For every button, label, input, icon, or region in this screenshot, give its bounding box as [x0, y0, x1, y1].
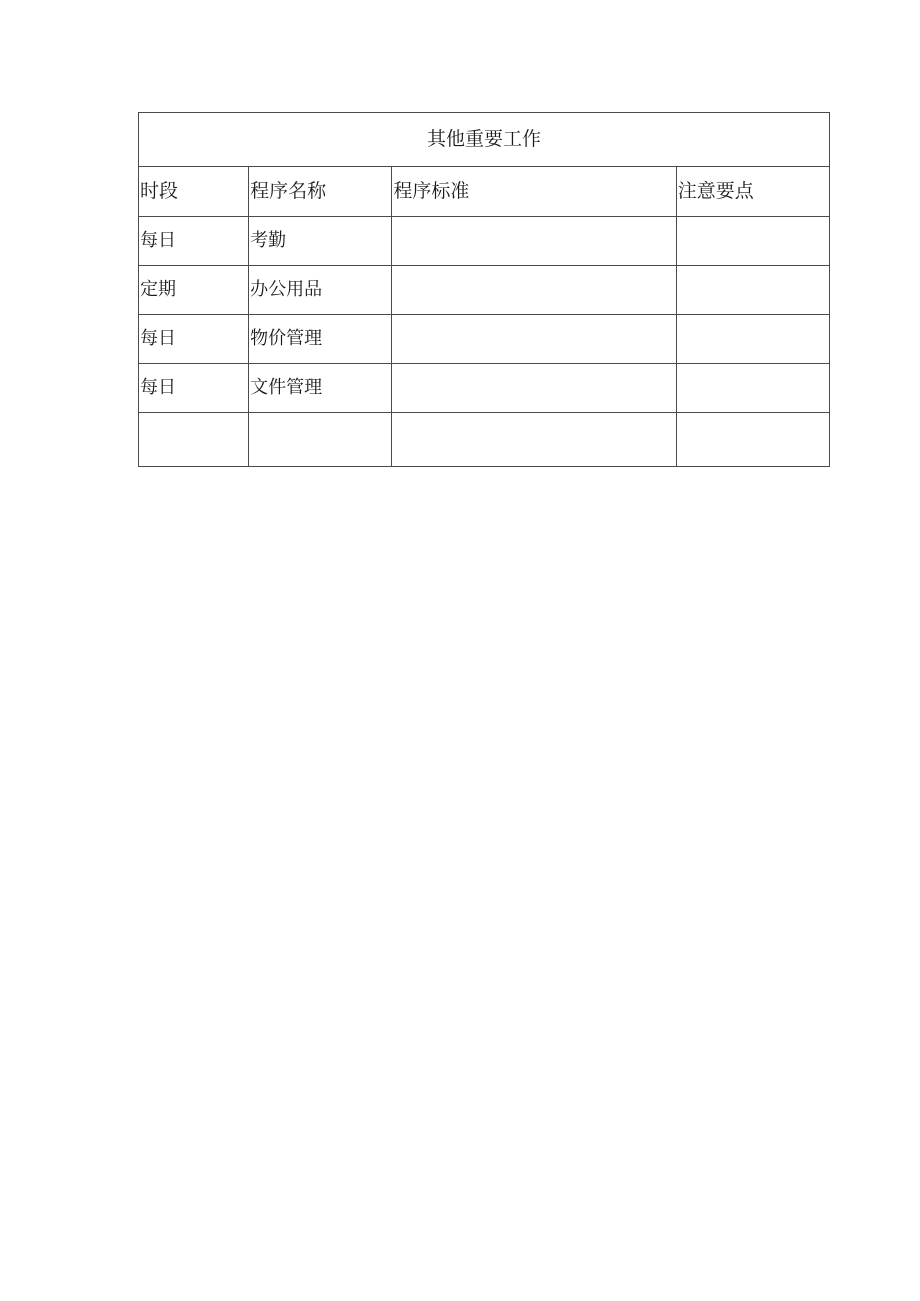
cell-notes	[676, 217, 829, 266]
table-row-empty	[139, 413, 830, 467]
header-procedure-name: 程序名称	[249, 167, 392, 217]
cell-period: 每日	[139, 315, 249, 364]
cell-procedure-standard	[392, 413, 676, 467]
header-notes: 注意要点	[676, 167, 829, 217]
table-row	[139, 364, 830, 413]
cell-procedure-standard	[392, 217, 676, 266]
cell-notes	[676, 413, 829, 467]
cell-procedure-standard	[392, 364, 676, 413]
cell-procedure-name: 办公用品	[249, 266, 392, 315]
table-title-row	[139, 113, 830, 167]
cell-notes	[676, 266, 829, 315]
cell-procedure-name: 文件管理	[249, 364, 392, 413]
cell-period: 每日	[139, 364, 249, 413]
cell-notes	[676, 364, 829, 413]
table-title: 其他重要工作	[139, 113, 830, 167]
table-row	[139, 217, 830, 266]
cell-notes	[676, 315, 829, 364]
cell-period: 定期	[139, 266, 249, 315]
table-row	[139, 315, 830, 364]
cell-period	[139, 413, 249, 467]
cell-procedure-name	[249, 413, 392, 467]
cell-procedure-name: 考勤	[249, 217, 392, 266]
table-header-row	[139, 167, 830, 217]
cell-procedure-name: 物价管理	[249, 315, 392, 364]
header-procedure-standard: 程序标准	[392, 167, 676, 217]
cell-period: 每日	[139, 217, 249, 266]
cell-procedure-standard	[392, 266, 676, 315]
work-procedure-table	[138, 112, 830, 467]
table-row	[139, 266, 830, 315]
cell-procedure-standard	[392, 315, 676, 364]
header-period: 时段	[139, 167, 249, 217]
